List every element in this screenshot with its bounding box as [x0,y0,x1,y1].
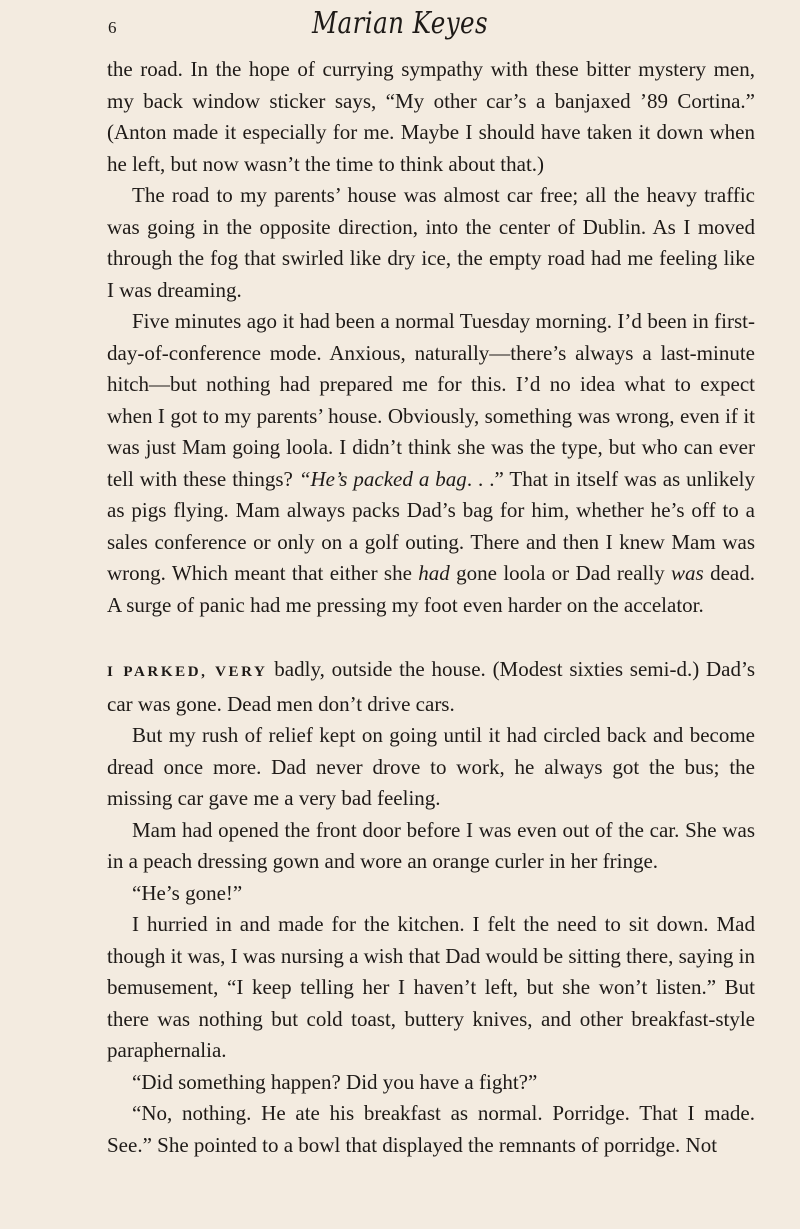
paragraph-text: Mam had opened the front door before I was even out of the car. She was in a peach dressing gown and wore an orange curler in her fringe. [107,817,755,873]
paragraph [107,720,755,815]
paragraph [107,1098,755,1161]
page-number: 6 [108,18,117,37]
italic-text: had [418,561,450,585]
section-opening-smallcaps: I PARKED, VERY [107,664,268,680]
paragraph [107,815,755,878]
body-text [107,54,755,1161]
paragraph [107,878,755,910]
paragraph-text: “No, nothing. He ate his breakfast as normal. Porridge. That I made. See.” She pointed to a bowl that displayed the remnants of porridge. Not [107,1101,755,1157]
paragraph [107,654,755,720]
running-head-author: Marian Keyes [311,6,489,41]
paragraph [107,180,755,306]
italic-text: was [671,561,704,585]
paragraph-text: I hurried in and made for the kitchen. I felt the need to sit down. Mad though it was, I was nursing a wish that Dad would be sitting there, saying in bemusement, “I keep telling her I haven’t left, but she won’t listen.” But there was nothing but cold toast, buttery knives, and other breakfast-style paraphernalia. [107,912,755,1062]
italic-text: “He’s packed a bag [298,466,467,491]
paragraph-text: Five minutes ago it had been a normal Tuesday morning. I’d been in first-day-of-conference mode. Anxious, naturally—there’s always a last-minute hitch—but nothing had prepared me for this. I’d no idea what to expect when I got to my parents’ house. Obviously, something was wrong, even if it was just Mam going loola. I didn’t think she was the type, but who can ever tell with these things? [107,309,755,491]
paragraph-text: badly, outside the house. (Modest sixties semi-d.) Dad’s car was gone. Dead men don’t drive cars. [107,657,755,716]
paragraph-text: dead. A surge of panic had me pressing my foot even harder on the accelator. [107,561,755,617]
paragraph-text: “Did something happen? Did you have a fight?” [132,1069,538,1094]
paragraph-text: “He’s gone!” [132,880,243,905]
paragraph [107,54,755,180]
page-header [0,6,800,46]
paragraph-text: The road to my parents’ house was almost car free; all the heavy traffic was going in the opposite direction, into the center of Dublin. As I moved through the fog that swirled like dry ice, the empty road had me feeling like I was dreaming. [107,183,755,302]
paragraph-text: the road. In the hope of currying sympathy with these bitter mystery men, my back window sticker says, “My other car’s a banjaxed ’89 Cortina.” (Anton made it especially for me. Maybe I should have taken it down when he left, but now wasn’t the time to think about that.) [107,57,755,176]
paragraph [107,909,755,1067]
paragraph [107,306,755,621]
paragraph-text: gone loola or Dad really [449,561,672,585]
section-break [107,621,755,654]
paragraph-text: But my rush of relief kept on going until it had circled back and become dread once more. Dad never drove to work, he always got the bus; the missing car gave me a very bad feeling. [107,723,755,810]
paragraph-text: . . .” That in itself was as unlikely as pigs flying. Mam always packs Dad’s bag for him, whether he’s off to a sales conference or only on a golf outing. There and then I knew Mam was wrong. Which meant that either she [107,466,755,585]
paragraph [107,1067,755,1099]
